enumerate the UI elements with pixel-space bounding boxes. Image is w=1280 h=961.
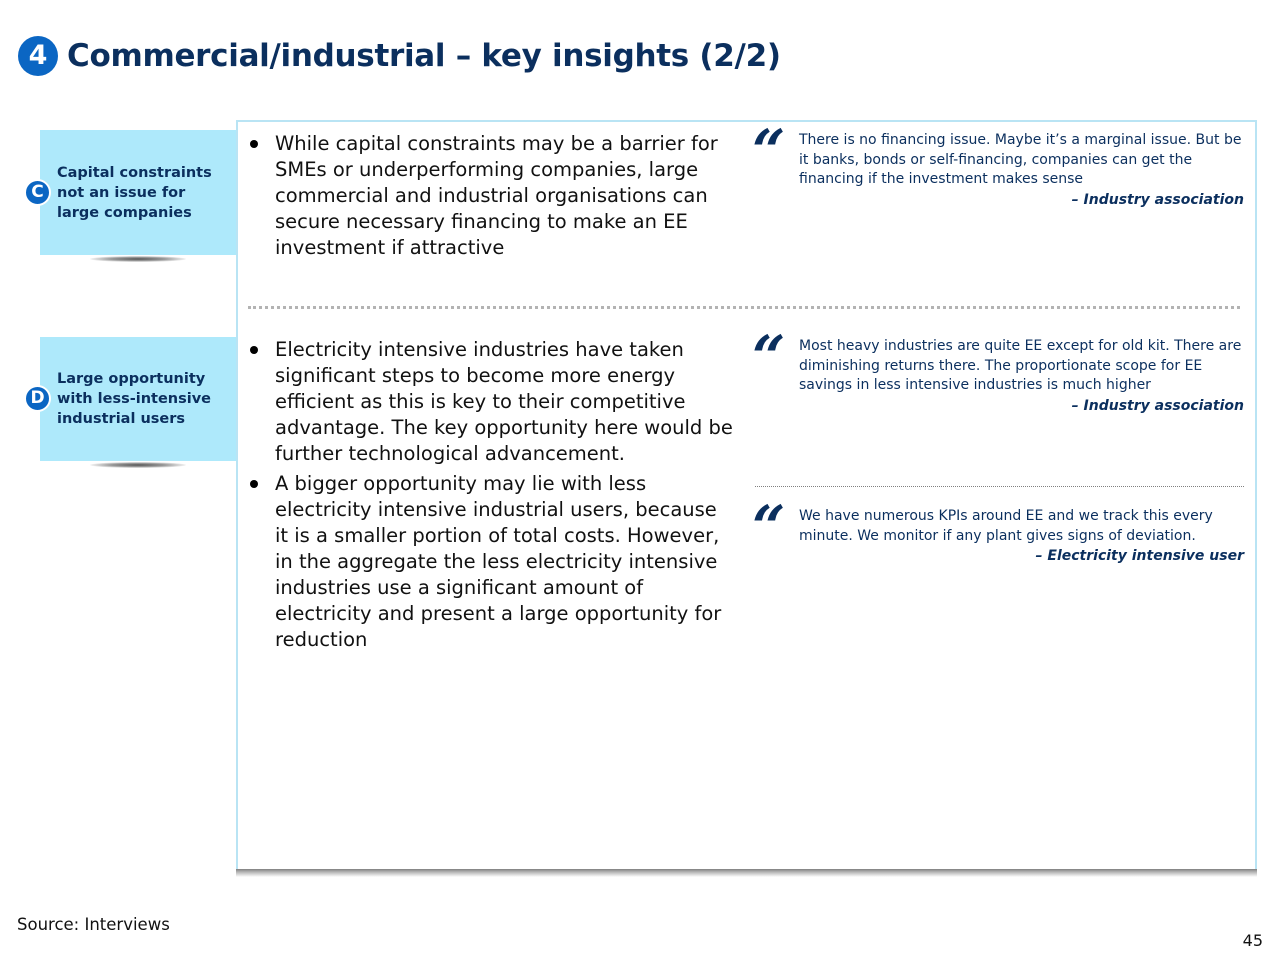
bullet-dot-icon <box>250 346 258 354</box>
side-label-c: Capital constraints not an issue for large companies <box>57 164 212 221</box>
quote-text: Most heavy industries are quite EE except for old kit. There are diminishing returns there. The proportionate scope for EE savings in less intensive industries is much higher <box>799 338 1242 393</box>
content-panel-shadow <box>236 869 1257 877</box>
quote-source: – Industry association <box>1071 191 1244 208</box>
letter-badge-d: D <box>24 385 51 412</box>
bullet-list-d <box>248 337 733 653</box>
quote-text: We have numerous KPIs around EE and we track this every minute. We monitor if any plant gives signs of deviation. <box>799 508 1213 544</box>
bullet-list-c <box>248 131 733 261</box>
quote-mark-icon: “ <box>752 493 786 561</box>
quote-block <box>752 117 1244 210</box>
quote-source: – Electricity intensive user <box>1035 548 1244 564</box>
side-label-d: Large opportunity with less-intensive industrial users <box>57 371 212 427</box>
quote-divider <box>755 486 1244 487</box>
quote-block <box>752 493 1244 566</box>
side-label-shadow-d <box>90 462 186 468</box>
title-row <box>18 34 781 78</box>
quote-mark-icon: “ <box>752 117 786 185</box>
bullet-text: While capital constraints may be a barrier for SMEs or underperforming companies, large commercial and industrial organisations can secure necessary financing to make an EE investment if attractive <box>275 132 718 259</box>
bullet-item <box>248 471 733 653</box>
quote-mark-icon: “ <box>752 323 786 391</box>
page-number: 45 <box>1242 931 1263 950</box>
source-note: Source: Interviews <box>17 915 170 934</box>
side-label-box-d <box>40 337 236 461</box>
bullet-text: A bigger opportunity may lie with less electricity intensive industrial users, because it is a smaller portion of total costs. However, in the aggregate the less electricity intensive industries use a significant amount of electricity and present a large opportunity for reduction <box>275 472 722 651</box>
bullet-dot-icon <box>250 480 258 488</box>
side-label-box-c <box>40 130 236 255</box>
section-divider <box>248 306 1240 309</box>
quote-block <box>752 323 1244 416</box>
bullet-item <box>248 131 733 261</box>
bullet-dot-icon <box>250 140 258 148</box>
quote-source: – Industry association <box>1071 397 1244 414</box>
bullet-text: Electricity intensive industries have taken significant steps to become more energy efficient as this is key to their competitive advantage. The key opportunity here would be further technological advancement. <box>275 338 733 465</box>
section-number-badge: 4 <box>18 36 58 76</box>
side-label-shadow-c <box>90 256 186 262</box>
quote-text: There is no financing issue. Maybe it’s a marginal issue. But be it banks, bonds or self-financing, companies can get the financing if the investment makes sense <box>799 132 1242 187</box>
letter-badge-c: C <box>24 179 51 206</box>
bullet-item <box>248 337 733 467</box>
page-title: Commercial/industrial – key insights (2/2) <box>67 38 781 74</box>
